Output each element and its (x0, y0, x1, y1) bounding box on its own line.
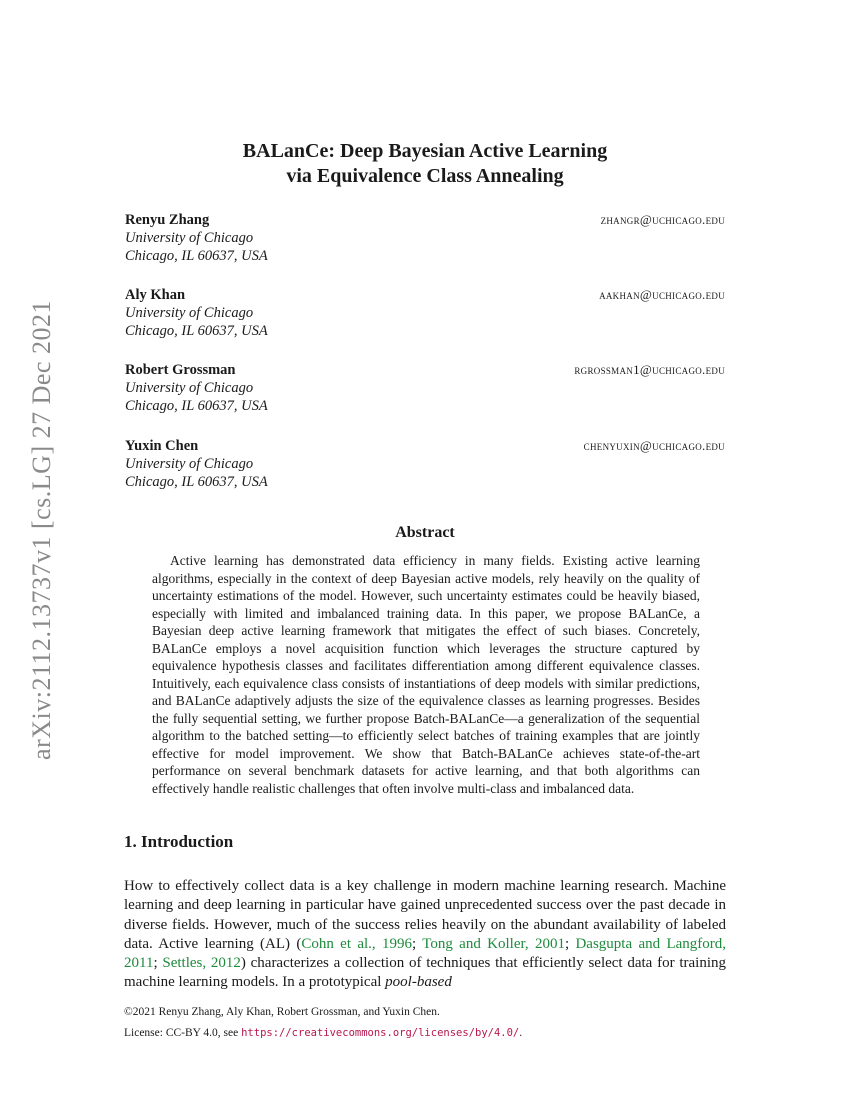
author-affiliation: University of Chicago (125, 380, 254, 396)
author-block (125, 286, 725, 340)
author-affiliation: University of Chicago (125, 305, 254, 321)
author-location: Chicago, IL 60637, USA (125, 323, 268, 339)
footer (124, 1002, 522, 1044)
citation-link[interactable]: Cohn et al., 1996 (301, 935, 412, 952)
author-block (125, 437, 725, 491)
author-affiliation: University of Chicago (125, 230, 254, 246)
author-affiliation: University of Chicago (125, 456, 254, 472)
citation-link[interactable]: Dasgupta and Langford, 2011 (124, 935, 727, 972)
citation-separator: ; (153, 955, 163, 972)
intro-emphasis: pool-based (385, 974, 452, 991)
paper-title-line-1: BALanCe: Deep Bayesian Active Learning (242, 140, 608, 162)
author-email[interactable]: rgrossman1@uchicago.edu (574, 362, 725, 377)
author-name: Robert Grossman (125, 362, 236, 378)
license-prefix: License: CC-BY 4.0, see (124, 1027, 242, 1039)
author-email[interactable]: aakhan@uchicago.edu (599, 287, 725, 302)
abstract-text: Active learning has demonstrated data efficiency in many fields. Existing active learning algorithms, especially in the context of deep Bayesian active models, rely heavily on the quality of uncertainty estimations of the model. However, such uncertainty estimates could be heavily biased, especially with limited and imbalanced training data. In this paper, we propose BALanCe, a Bayesian deep active learning framework that mitigates the effect of such biases. Concretely, BALanCe employs a novel acquisition function which leverages the structure captured by equivalence hypothesis classes and facilitates differentiation among different equivalence classes. Intuitively, each equivalence class consists of instantiations of deep models with similar predictions, and BALanCe adaptively adjusts the size of the equivalence classes as learning progresses. Besides the fully sequential setting, we further propose Batch-BALanCe—a generalization of the sequential algorithm to the batched setting—to efficiently select batches of training examples that are jointly effective for model improvement. We show that Batch-BALanCe achieves state-of-the-art performance on several benchmark datasets for active learning, and that both algorithms can effectively handle realistic challenges that often involve multi-class and imbalanced data. (152, 553, 700, 796)
paper-title-line-2: via Equivalence Class Annealing (286, 165, 564, 187)
author-name: Yuxin Chen (125, 438, 199, 454)
author-name: Renyu Zhang (125, 212, 210, 228)
intro-text: ) characterizes a collection of techniques that efficiently select data for training machine learning models. In a prototypical (124, 955, 726, 991)
author-location: Chicago, IL 60637, USA (125, 474, 268, 490)
license-url-link[interactable]: https://creativecommons.org/licenses/by/4.0/ (241, 1027, 520, 1039)
author-email[interactable]: zhangr@uchicago.edu (600, 212, 725, 227)
citation-separator: ; (564, 935, 576, 952)
author-email[interactable]: chenyuxin@uchicago.edu (583, 438, 725, 453)
intro-text: How to effectively collect data is a key challenge in modern machine learning research. Machine learning and deep learning in particular have gained unprecedented success over the past decade in diverse fields. However, much of the success relies heavily on the abundant availability of labeled data. Active learning (AL) ( (124, 878, 726, 952)
copyright-notice: ©2021 Renyu Zhang, Aly Khan, Robert Grossman, and Yuxin Chen. (124, 1006, 440, 1018)
citation-link[interactable]: Settles, 2012 (162, 955, 241, 972)
citation-separator: ; (412, 935, 423, 952)
author-name: Aly Khan (125, 287, 186, 303)
author-location: Chicago, IL 60637, USA (125, 398, 268, 414)
introduction-paragraph (124, 877, 726, 993)
abstract-heading: Abstract (395, 524, 455, 541)
license-notice (124, 1023, 522, 1044)
section-heading-introduction: 1. Introduction (124, 832, 234, 851)
author-location: Chicago, IL 60637, USA (125, 248, 268, 264)
license-suffix: . (519, 1027, 523, 1039)
author-block (125, 211, 725, 265)
citation-link[interactable]: Tong and Koller, 2001 (422, 935, 565, 952)
author-block (125, 361, 725, 415)
